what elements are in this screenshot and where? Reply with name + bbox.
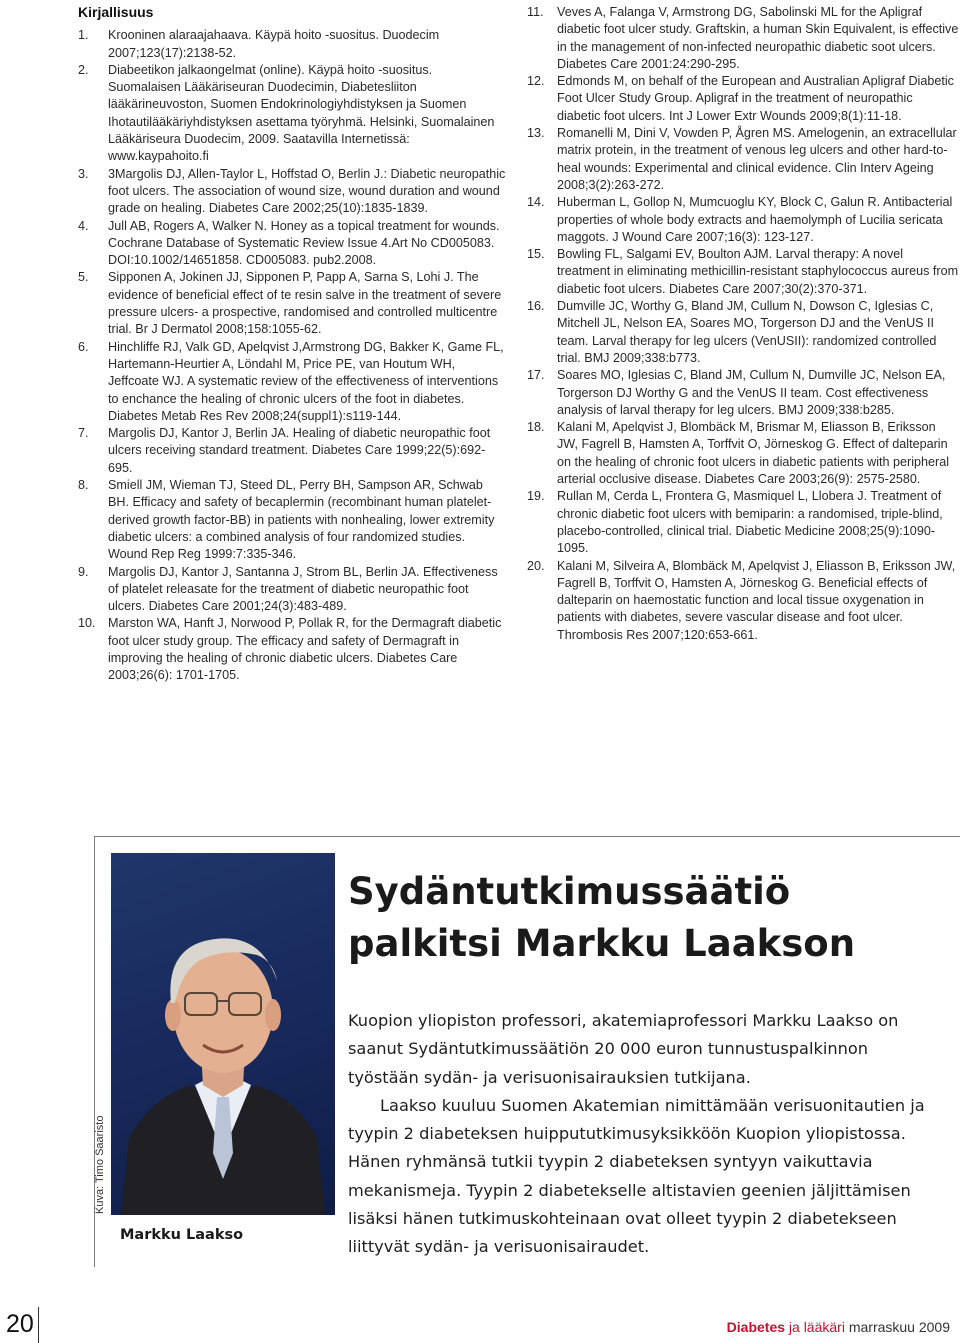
- photo-credit: Kuva: Timo Saaristo: [94, 1115, 106, 1214]
- reference-number: 12.: [527, 74, 545, 89]
- reference-item: [527, 246, 959, 298]
- article-paragraph-1: Kuopion yliopiston professori, akatemiaprofessori Markku Laakso on saanut Sydäntutkimussäätiön 20 000 euron tunnustuspalkinnon työstään sydän- ja verisuonisairauksien tutkijana.: [348, 1011, 899, 1087]
- reference-number: 17.: [527, 368, 545, 383]
- reference-text: 3Margolis DJ, Allen-Taylor L, Hoffstad O, Berlin J.: Diabetic neuropathic foot ulcers. The association of wound size, wound duration and wound grade on healing. Diabetes Care 2002;25(10):1835-1839.: [108, 166, 506, 216]
- issue-date: marraskuu 2009: [844, 1319, 950, 1335]
- reference-text: Kalani M, Apelqvist J, Blombäck M, Brismar M, Eliasson B, Eriksson JW, Fagrell B, Hamsten A, Torffvit O, Jörneskog G. Effect of dalteparin on the healing of chronic foot ulcers in diabetic patients with peripheral arterial occlusive disease. Diabetes Care 2003;26(9): 2575-2580.: [557, 420, 950, 487]
- references-column-right: [527, 4, 959, 644]
- page-number: 20: [6, 1310, 34, 1338]
- reference-text: Krooninen alaraajahaava. Käypä hoito -suositus. Duodecim 2007;123(17):2138-52.: [108, 28, 440, 60]
- reference-text: Sipponen A, Jokinen JJ, Sipponen P, Papp A, Sarna S, Lohi J. The evidence of beneficial effect of te resin salve in the treatment of severe pressure ulcers- a prospective, randomised and controlled multicentre trial. Br J Dermatol 2008;158:1055-62.: [108, 270, 502, 337]
- reference-item: [78, 62, 506, 166]
- reference-item: [527, 73, 959, 125]
- reference-number: 7.: [78, 426, 89, 441]
- references-list-left: [78, 27, 506, 684]
- reference-number: 6.: [78, 339, 89, 354]
- references-list-right: [527, 4, 959, 644]
- reference-item: [527, 4, 959, 73]
- reference-number: 2.: [78, 62, 89, 77]
- reference-item: [527, 488, 959, 557]
- magazine-footer: [727, 1319, 950, 1335]
- reference-text: Veves A, Falanga V, Armstrong DG, Sabolinski ML for the Apligraf diabetic foot ulcer study. Graftskin, a human Skin Equivalent, is effective in the management of non-infected neuropathic diabetic soot ulcers. Diabetes Care 2001:24:290-295.: [557, 5, 959, 71]
- reference-item: [78, 615, 506, 684]
- portrait-photo: [111, 853, 335, 1215]
- reference-number: 13.: [527, 126, 545, 141]
- reference-number: 5.: [78, 270, 89, 285]
- reference-number: 9.: [78, 564, 89, 579]
- reference-text: Romanelli M, Dini V, Vowden P, Ågren MS. Amelogenin, an extracellular matrix protein, in the treatment of venous leg ulcers and other hard-to-heal wounds: Experimental and clinical evidence. Clin Interv Ageing 2008;3(2):263-272.: [557, 126, 957, 192]
- reference-number: 16.: [527, 299, 545, 314]
- reference-text: Edmonds M, on behalf of the European and Australian Apligraf Diabetic Foot Ulcer Study Group. Apligraf in the treatment of neuropathic diabetic foot ulcers. Int J Lower Extr Wounds 2009;8(1):11-18.: [557, 74, 954, 123]
- reference-text: Jull AB, Rogers A, Walker N. Honey as a topical treatment for wounds. Cochrane Database of Systematic Review Issue 4.Art No CD005083. DOI:10.1002/14651858. CD005083. pub2.2008.: [108, 218, 500, 268]
- reference-number: 18.: [527, 420, 545, 435]
- reference-text: Margolis DJ, Kantor J, Santanna J, Strom BL, Berlin JA. Effectiveness of platelet releasate for the treatment of diabetic neuropathic foot ulcers. Diabetes Care 2001;24(3):483-489.: [108, 564, 498, 614]
- portrait-illustration: [111, 853, 335, 1215]
- article-paragraph-2: Laakso kuuluu Suomen Akatemian nimittämään verisuonitautien ja tyypin 2 diabeteksen huippututkimusyksikköön Kuopion yliopistossa. Hänen ryhmänsä tutkii tyypin 2 diabeteksen syntyyn vaikuttavia mekanismeja. Tyypin 2 diabetekselle altistavien geenien jäljittämisen lisäksi hänen tutkimuskohteinaan ovat olleet tyypin 2 diabetekseen liittyvät sydän- ja verisuonisairaudet.: [348, 1095, 925, 1257]
- reference-text: Diabeetikon jalkaongelmat (online). Käypä hoito -suositus. Suomalaisen Lääkäriseuran Duodecimin, Diabetesliiton lääkärineuvoston, Suomen Endokrinologiyhdistyksen ja Suomen Ihotautilääkäriyhdistyksen asettama työryhmä. Helsinki, Suomalainen Lääkäriseura Duodecim, 2009. Saatavilla Internetissä: www.kaypahoito.fi: [108, 62, 495, 164]
- reference-number: 19.: [527, 489, 545, 504]
- reference-number: 1.: [78, 28, 89, 43]
- reference-text: Dumville JC, Worthy G, Bland JM, Cullum N, Dowson C, Iglesias C, Mitchell JL, Nelson EA, Soares MO, Torgerson DJ and the VenUS II team. Larval therapy for leg ulcers (VenUSII): randomized controlled trial. BMJ 2009;338:b773.: [557, 299, 937, 365]
- magazine-name-part2: ja lääkäri: [785, 1319, 845, 1335]
- reference-item: [527, 125, 959, 194]
- reference-item: [527, 367, 959, 419]
- reference-text: Marston WA, Hanft J, Norwood P, Pollak R, for the Dermagraft diabetic foot ulcer study group. The efficacy and safety of Dermagraft in improving the healing of chronic diabetic ulcers. Diabetes Care 2003;26(6): 1701-1705.: [108, 616, 502, 683]
- reference-item: [527, 194, 959, 246]
- reference-number: 8.: [78, 478, 89, 493]
- article-title: Sydäntutkimussäätiö palkitsi Markku Laakson: [348, 870, 856, 965]
- reference-text: Smiell JM, Wieman TJ, Steed DL, Perry BH, Sampson AR, Schwab BH. Efficacy and safety of becaplermin (recombinant human platelet-derived growth factor-BB) in patients with nonhealing, lower extremity diabetic ulcers: a combined analysis of four randomized studies. Wound Rep Reg 1999:7:335-346.: [108, 478, 495, 562]
- reference-item: [78, 477, 506, 563]
- reference-text: Soares MO, Iglesias C, Bland JM, Cullum N, Dumville JC, Nelson EA, Torgerson DJ Worthy G and the VenUS II team. Cost effectiveness analysis of larval therapy for leg ulcers. BMJ 2009;338:b285.: [557, 368, 946, 417]
- reference-text: Huberman L, Gollop N, Mumcuoglu KY, Block C, Galun R. Antibacterial properties of whole body extracts and haemolymph of Lucilia sericata maggots. J Wound Care 2007;16(3): 123-127.: [557, 195, 953, 244]
- reference-text: Bowling FL, Salgami EV, Boulton AJM. Larval therapy: A novel treatment in eliminating methicillin-resistant staphylococcus aureus from diabetic foot ulcers. Diabetes Care 2007;30(2):370-371.: [557, 247, 959, 296]
- reference-item: [78, 425, 506, 477]
- article-body: [348, 1007, 928, 1262]
- references-heading: Kirjallisuus: [78, 4, 154, 20]
- reference-item: [527, 419, 959, 488]
- reference-number: 4.: [78, 218, 89, 233]
- reference-number: 10.: [78, 616, 96, 631]
- reference-item: [78, 27, 506, 62]
- reference-item: [78, 269, 506, 338]
- page-number-divider: [38, 1307, 39, 1343]
- reference-number: 20.: [527, 558, 545, 573]
- reference-text: Hinchliffe RJ, Valk GD, Apelqvist J,Armstrong DG, Bakker K, Game FL, Hartemann-Heurtier A, Löndahl M, Price PE, van Houtum WH, Jeffcoate WJ. A systematic review of the effectiveness of interventions to enchance the healing of chronic ulcers of the foot in diabetes. Diabetes Metab Res Rev 2008;24(suppl1):s119-144.: [108, 339, 504, 423]
- reference-item: [78, 218, 506, 270]
- reference-item: [78, 564, 506, 616]
- references-column-left: [78, 4, 506, 685]
- reference-item: [78, 339, 506, 425]
- reference-item: [78, 166, 506, 218]
- photo-caption: Markku Laakso: [120, 1227, 244, 1243]
- reference-number: 3.: [78, 166, 89, 181]
- reference-number: 14.: [527, 195, 545, 210]
- reference-text: Rullan M, Cerda L, Frontera G, Masmiquel L, Llobera J. Treatment of chronic diabetic foot ulcers with bemiparin: a randomised, triple-blind, placebo-controlled, clinical trial. Diabetic Medicine 2008;25(9):1090-1095.: [557, 489, 943, 556]
- reference-number: 15.: [527, 247, 545, 262]
- magazine-name-part1: Diabetes: [726, 1319, 786, 1335]
- reference-item: [527, 558, 959, 644]
- reference-text: Kalani M, Silveira A, Blombäck M, Apelqvist J, Eliasson B, Eriksson JW, Fagrell B, Torffvit O, Hamsten A, Jörneskog G. Beneficial effects of dalteparin on haemostatic function and local tissue oxygenation in patients with diabetes, severe vascular disease and foot ulcer. Thrombosis Res 2007;120:653-661.: [557, 558, 956, 642]
- reference-text: Margolis DJ, Kantor J, Berlin JA. Healing of diabetic neuropathic foot ulcers receiving standard treatment. Diabetes Care 1999;22(5):692-695.: [108, 426, 491, 475]
- reference-item: [527, 298, 959, 367]
- reference-number: 11.: [527, 5, 544, 19]
